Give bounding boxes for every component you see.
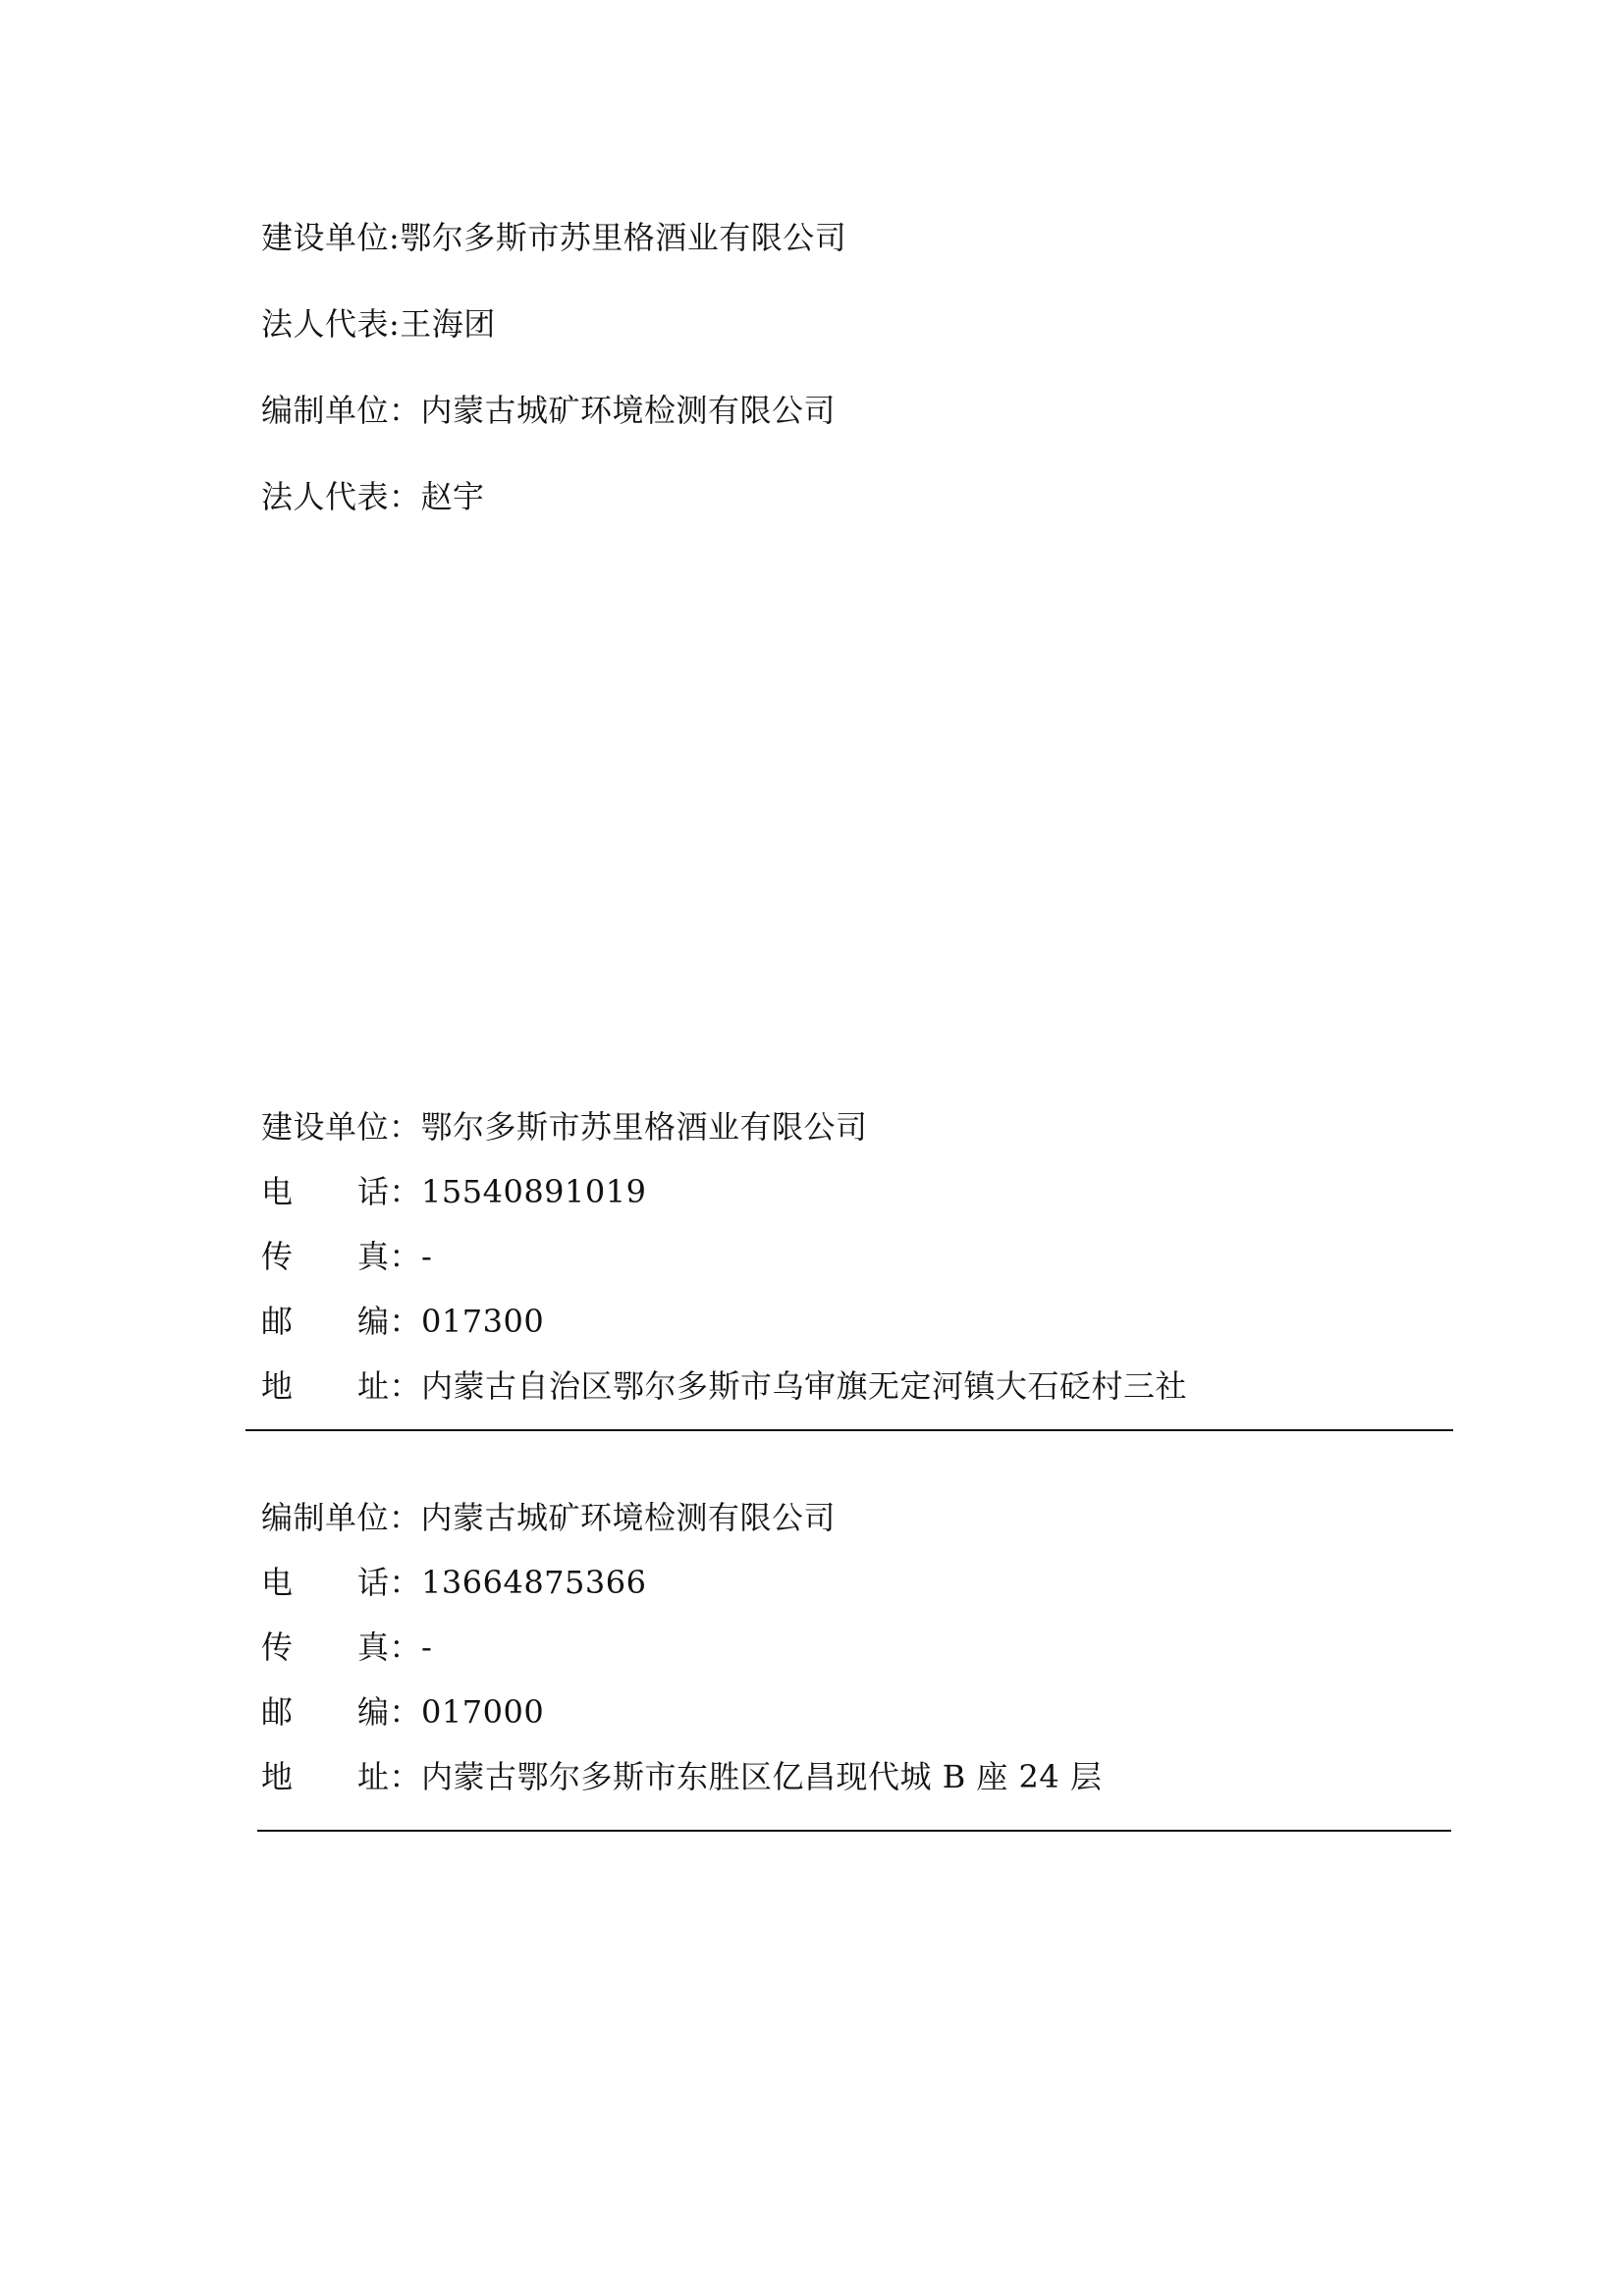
construction-block-divider xyxy=(245,1429,1453,1431)
phone-label-suffix: 话： xyxy=(357,1564,422,1601)
postcode-label-suffix: 编： xyxy=(357,1693,422,1731)
phone-label-suffix: 话： xyxy=(357,1173,422,1210)
postcode-label-char: 邮 xyxy=(261,1303,294,1340)
construction-postcode-value: 017300 xyxy=(421,1303,545,1340)
phone-label-char: 电 xyxy=(261,1564,294,1601)
address-label-suffix: 址： xyxy=(357,1758,422,1795)
compiling-fax-row xyxy=(261,1628,432,1667)
fax-label-char: 传 xyxy=(261,1629,294,1666)
construction-legal-rep-line: 法人代表:王海团 xyxy=(261,305,496,343)
fax-label-suffix: 真： xyxy=(357,1629,422,1666)
address-label-char: 地 xyxy=(261,1367,294,1405)
compiling-postcode-row xyxy=(261,1692,544,1732)
construction-address-row xyxy=(261,1366,1187,1406)
construction-phone-row xyxy=(261,1172,646,1211)
construction-unit-line: 建设单位:鄂尔多斯市苏里格酒业有限公司 xyxy=(261,219,847,256)
postcode-label-suffix: 编： xyxy=(357,1303,422,1340)
postcode-label-char: 邮 xyxy=(261,1693,294,1731)
construction-phone-value: 15540891019 xyxy=(421,1173,647,1210)
phone-label-char: 电 xyxy=(261,1173,294,1210)
fax-label-suffix: 真： xyxy=(357,1238,422,1275)
fax-label-char: 传 xyxy=(261,1238,294,1275)
compiling-address-value: 内蒙古鄂尔多斯市东胜区亿昌现代城 B 座 24 层 xyxy=(421,1758,1103,1795)
compiling-block-divider xyxy=(257,1830,1451,1832)
construction-postcode-row xyxy=(261,1302,544,1341)
address-label-char: 地 xyxy=(261,1758,294,1795)
compiling-fax-value: - xyxy=(421,1629,433,1666)
construction-fax-row xyxy=(261,1237,432,1276)
construction-block-unit: 建设单位：鄂尔多斯市苏里格酒业有限公司 xyxy=(261,1108,868,1146)
compiling-postcode-value: 017000 xyxy=(421,1693,545,1731)
construction-fax-value: - xyxy=(421,1238,433,1275)
address-label-suffix: 址： xyxy=(357,1367,422,1405)
compiling-legal-rep-line: 法人代表：赵宇 xyxy=(261,478,485,515)
compiling-unit-line: 编制单位：内蒙古城矿环境检测有限公司 xyxy=(261,392,837,429)
construction-address-value: 内蒙古自治区鄂尔多斯市乌审旗无定河镇大石砭村三社 xyxy=(421,1367,1188,1405)
compiling-phone-value: 13664875366 xyxy=(421,1564,647,1601)
compiling-block-unit: 编制单位：内蒙古城矿环境检测有限公司 xyxy=(261,1499,837,1536)
compiling-phone-row xyxy=(261,1563,646,1602)
compiling-address-row xyxy=(261,1757,1102,1796)
